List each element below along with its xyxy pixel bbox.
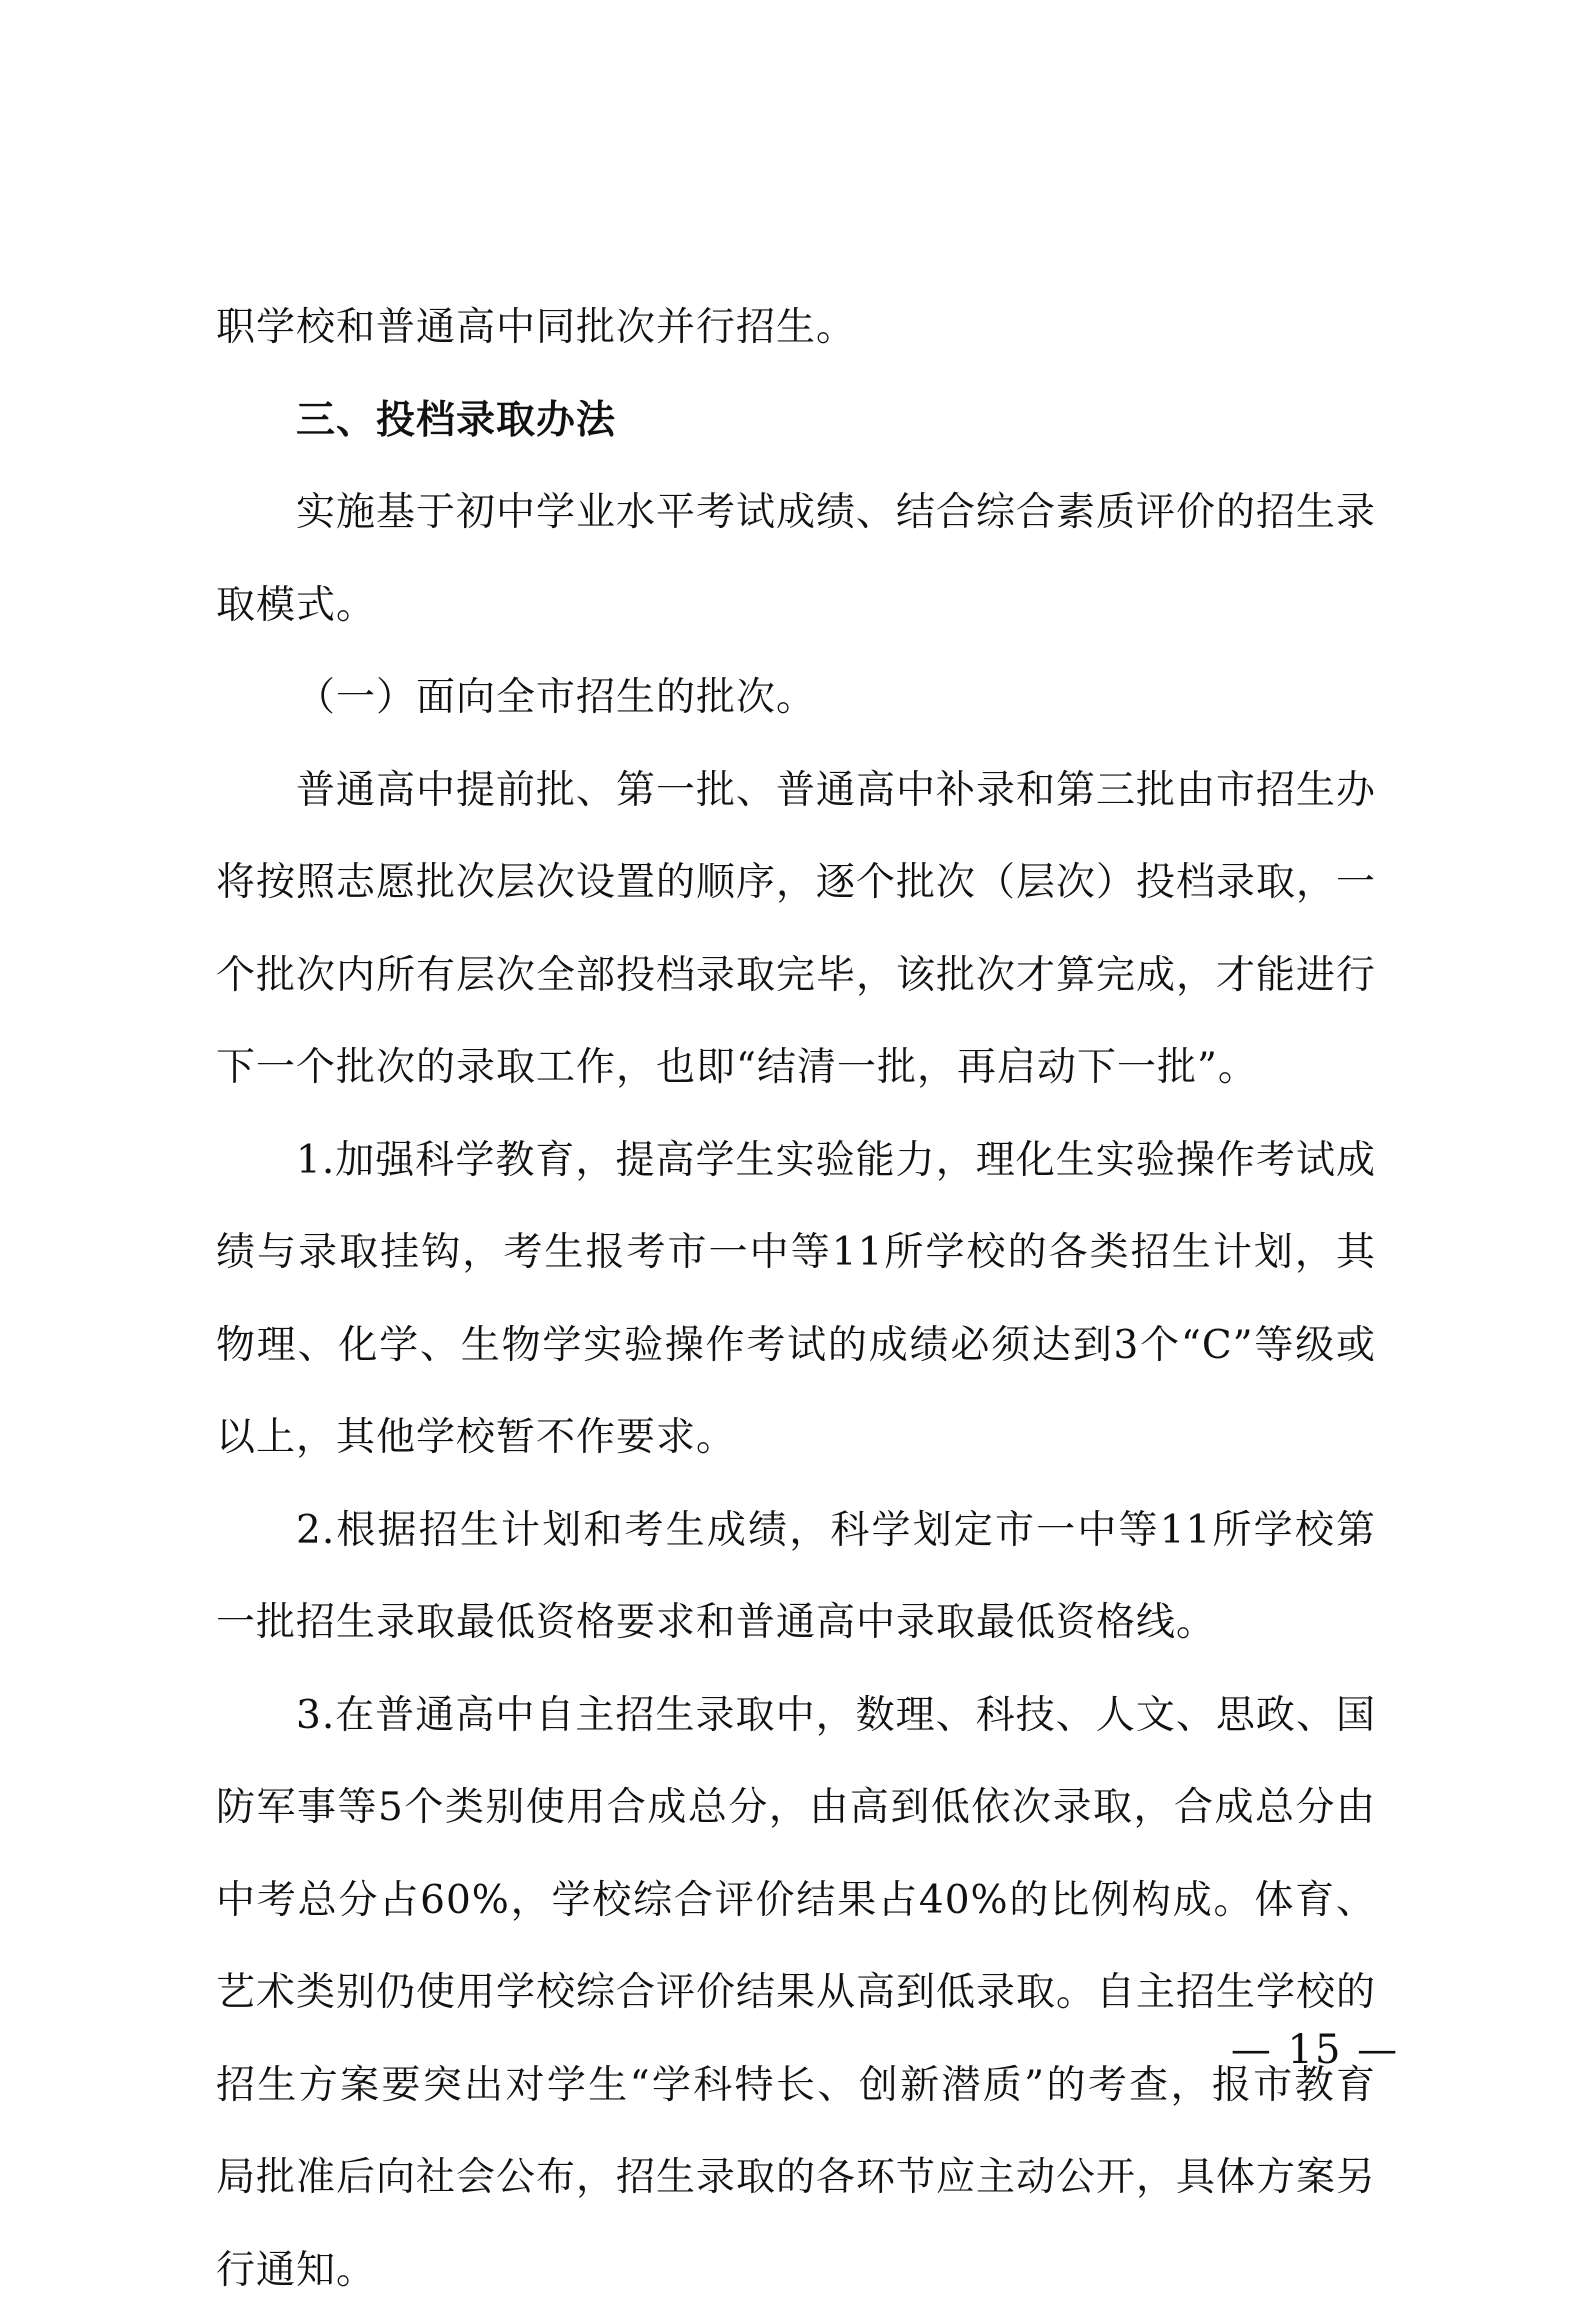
document-body [216,282,1376,2317]
paragraph-admission-model: 实施基于初中学业水平考试成绩、结合综合素质评价的招生录取模式。 [216,467,1376,652]
page-number: — 15 — [1230,2025,1400,2075]
section-heading-admission-methods: 三、投档录取办法 [216,375,1376,468]
paragraph-batch-order: 普通高中提前批、第一批、普通高中补录和第三批由市招生办将按照志愿批次层次设置的顺序，逐个批次（层次）投档录取，一个批次内所有层次全部投档录取完毕，该批次才算完成，才能进行下一个批次的录取工作，也即“结清一批，再启动下一批”。 [216,745,1376,1115]
list-item-2-minimum-requirements: 2.根据招生计划和考生成绩，科学划定市一中等11所学校第一批招生录取最低资格要求和普通高中录取最低资格线。 [216,1485,1376,1670]
paragraph-continuation: 职学校和普通高中同批次并行招生。 [216,282,1376,375]
list-item-3-independent-admission: 3.在普通高中自主招生录取中，数理、科技、人文、思政、国防军事等5个类别使用合成总分，由高到低依次录取，合成总分由中考总分占60%，学校综合评价结果占40%的比例构成。体育、艺术类别仍使用学校综合评价结果从高到低录取。自主招生学校的招生方案要突出对学生“学科特长、创新潜质”的考查，报市教育局批准后向社会公布，招生录取的各环节应主动公开，具体方案另行通知。 [216,1670,1376,2317]
list-item-1-science-education: 1.加强科学教育，提高学生实验能力，理化生实验操作考试成绩与录取挂钩，考生报考市一中等11所学校的各类招生计划，其物理、化学、生物学实验操作考试的成绩必须达到3个“C”等级或以上，其他学校暂不作要求。 [216,1115,1376,1485]
subheading-citywide-batches: （一）面向全市招生的批次。 [216,652,1376,745]
